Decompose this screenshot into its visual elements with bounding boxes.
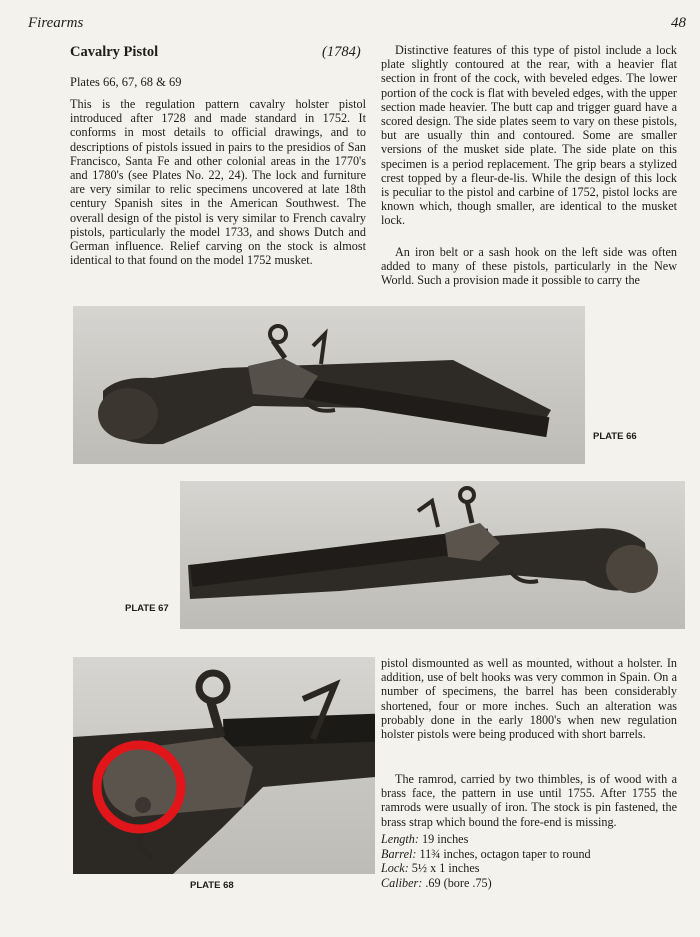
plate-67-photo	[180, 481, 685, 629]
plate-68-photo	[73, 657, 375, 874]
paragraph-features	[381, 43, 677, 228]
plate-67-caption: PLATE 67	[125, 603, 169, 614]
spec-label: Caliber:	[381, 875, 423, 890]
plate-66-caption: PLATE 66	[593, 431, 637, 442]
paragraph-text: This is the regulation pattern cavalry holster pistol introduced after 1728 and made standard in 1752. It conforms in most details to official drawings, and to descriptions of pistols issued in pairs to the presidios of San Francisco, Santa Fe and other colonial areas in the 1770's and 1780's (see Plates No. 22, 24). The lock and furniture are very similar to relic specimens uncovered at late 18th century Spanish sites in the American Southwest. The overall design of the pistol is very similar to French cavalry pistols, particularly the model 1733, and shows Dutch and German influence. Relief carving on the stock is almost identical to that found on the model 1752 musket.	[70, 97, 366, 268]
paragraph-text: pistol dismounted as well as mounted, without a holster. In addition, use of belt hooks was very common in Spain. On a number of specimens, the barrel has been considerably shortened, four or more inches. Such an alteration was probably done in the early 1800's when new regulation holster pistols were being produced with short barrels.	[381, 656, 677, 742]
spec-label: Lock:	[381, 861, 409, 876]
paragraph-belt-hook	[381, 245, 677, 288]
spec-caliber	[381, 876, 591, 891]
spec-value: 5½ x 1 inches	[411, 861, 480, 876]
plates-reference: Plates 66, 67, 68 & 69	[70, 75, 182, 89]
spec-value: 11¾ inches, octagon taper to round	[419, 846, 591, 861]
spec-length	[381, 832, 591, 847]
highlight-circle	[73, 657, 375, 874]
paragraph-dismounted	[381, 656, 677, 741]
paragraph-text: The ramrod, carried by two thimbles, is of wood with a brass face, the pattern in use until 1755. After 1755 the ramrods were usually of iron. The stock is pin fastened, the brass strap which bound the fore-end is missing.	[381, 772, 677, 829]
plate-66-photo	[73, 306, 585, 464]
spec-barrel	[381, 847, 591, 862]
spec-lock	[381, 861, 591, 876]
specifications	[381, 832, 591, 890]
paragraph-ramrod	[381, 772, 677, 829]
paragraph-intro	[70, 97, 366, 267]
paragraph-text: Distinctive features of this type of pistol include a lock plate slightly contoured at the rear, with a heavier flat section in front of the cock, with beveled edges. The lower portion of the cock is flat with beveled edges, with the upper section made heavier. The butt cap and trigger guard have a scored design. The side plates seem to vary on these pistols, but are usually thin and contoured. Some are smaller versions of the musket side plate. The side plate on this specimen is a period replacement. The grip bears a stylized crest topped by a fleur-de-lis. While the design of this lock is peculiar to the pistol and carbine of 1752, pistol locks are known which, though smaller, are identical to the musket lock.	[381, 43, 677, 228]
spec-value: 19 inches	[421, 832, 469, 846]
spec-value: .69 (bore .75)	[425, 875, 492, 890]
paragraph-text: An iron belt or a sash hook on the left side was often added to many of these pistols, particularly in the New World. Such a provision made it possible to carry the	[381, 245, 677, 288]
running-title: Firearms	[28, 15, 84, 31]
pistol-illustration	[180, 481, 685, 629]
page-number: 48	[671, 15, 686, 31]
section-title: Cavalry Pistol	[70, 44, 159, 60]
spec-label: Length:	[381, 832, 419, 846]
pistol-illustration	[73, 306, 585, 464]
spec-label: Barrel:	[381, 846, 417, 861]
plate-68-caption: PLATE 68	[190, 880, 234, 891]
section-year: (1784)	[322, 44, 361, 60]
